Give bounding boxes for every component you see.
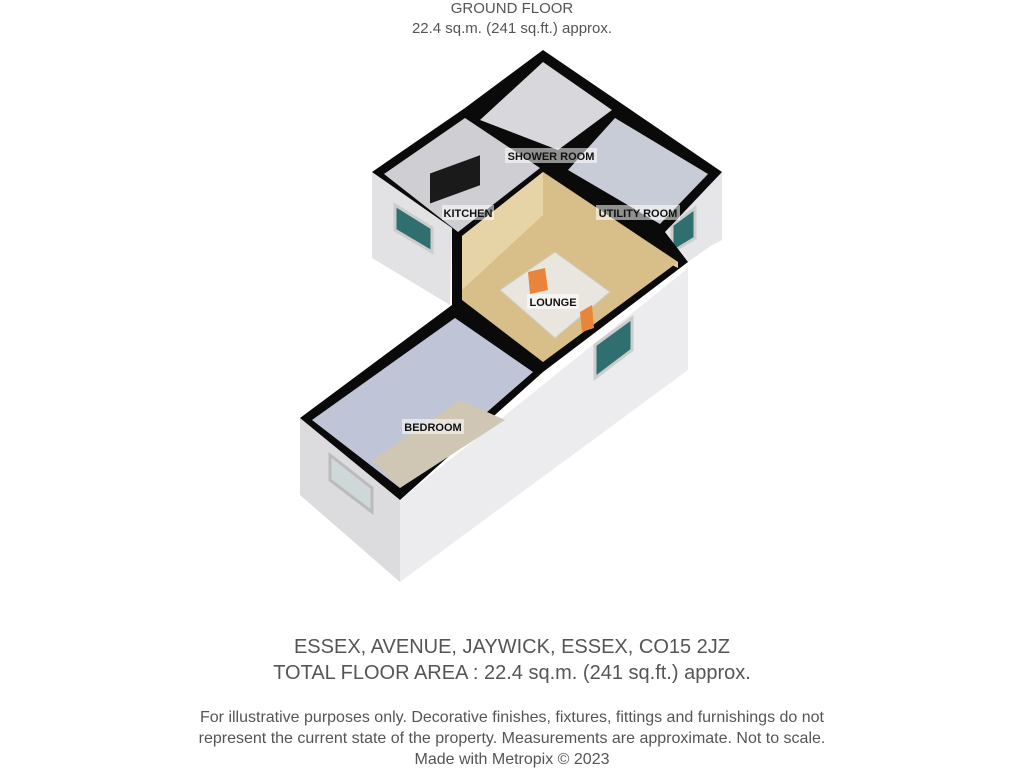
room-label-kitchen: KITCHEN xyxy=(443,208,493,220)
cushion xyxy=(528,268,548,294)
room-label-shower-room: SHOWER ROOM xyxy=(507,151,595,163)
room-label-utility-room: UTILITY ROOM xyxy=(598,208,678,220)
total-floor-area: TOTAL FLOOR AREA : 22.4 sq.m. (241 sq.ft.) approx. xyxy=(273,662,751,684)
disclaimer-line-1: For illustrative purposes only. Decorative finishes, fixtures, fittings and furnishings do not xyxy=(200,709,824,726)
metropix-credit: Made with Metropix © 2023 xyxy=(414,751,610,768)
room-label-bedroom: BEDROOM xyxy=(404,422,462,434)
disclaimer-line-2: represent the current state of the property. Measurements are approximate. Not to scale. xyxy=(198,730,826,747)
property-address: ESSEX, AVENUE, JAYWICK, ESSEX, CO15 2JZ xyxy=(293,636,731,658)
floor-title: GROUND FLOOR xyxy=(450,0,574,17)
room-label-lounge: LOUNGE xyxy=(529,297,577,309)
floor-area: 22.4 sq.m. (241 sq.ft.) approx. xyxy=(411,20,613,37)
